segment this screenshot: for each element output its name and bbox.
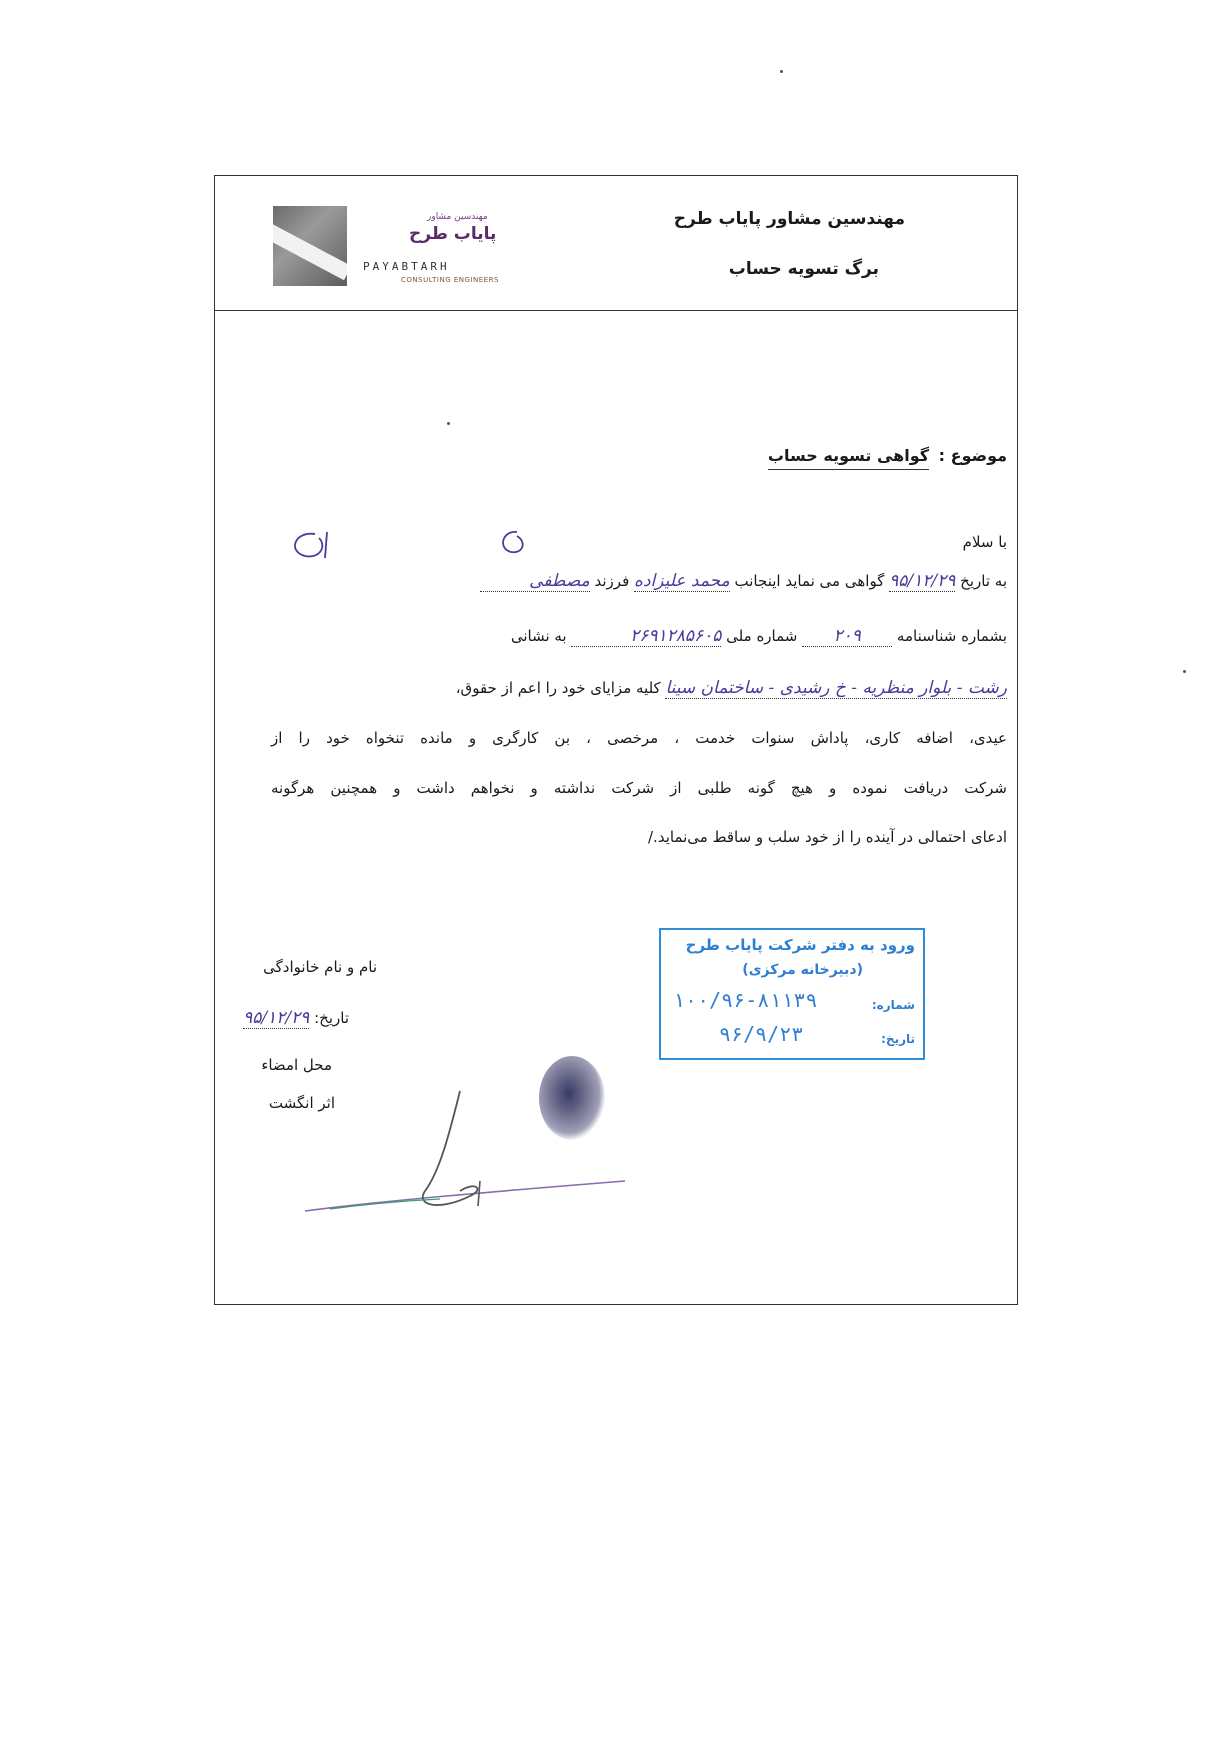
scan-speck: [1183, 670, 1186, 673]
company-name: مهندسین مشاور پایاب طرح: [673, 209, 905, 229]
handwritten-date: ۹۵/۱۲/۲۹: [889, 571, 956, 591]
fingerprint-label: اثر انگشت: [268, 1094, 335, 1112]
registration-stamp: [659, 928, 925, 1060]
handwritten-id-number: ۲۰۹: [802, 626, 892, 647]
date-prefix: به تاریخ: [960, 572, 1007, 590]
body-line-2: [271, 626, 1007, 647]
handwritten-sign-date: ۹۵/۱۲/۲۹: [243, 1008, 310, 1028]
logo-fa-name: پایاب طرح: [409, 224, 497, 244]
body-line-5: شرکت دریافت نموده و هیچ گونه طلبی از شرکت نداشته و نخواهم داشت و همچنین هرگونه: [271, 779, 1007, 797]
handwritten-name: محمد علیزاده: [634, 571, 730, 591]
scan-speck: [447, 422, 450, 425]
stamp-number-label: شماره:: [871, 998, 915, 1012]
body-line-4: عیدی، اضافه کاری، پاداش سنوات خدمت ، مرخصی ، بن کارگری و مانده تنخواه خود را از: [271, 729, 1007, 747]
stamp-date: ۹۶/۹/۲۳: [719, 1022, 804, 1046]
handwritten-address: رشت - بلوار منظریه - خ رشیدی - ساختمان سینا: [665, 678, 1007, 698]
line1-text: گواهی می نماید اینجانب: [734, 572, 885, 590]
logo-mark-icon: [273, 206, 347, 286]
logo-small-text: مهندسین مشاور: [427, 212, 488, 222]
handwritten-mark-icon: [487, 526, 537, 566]
document-frame: [214, 175, 1018, 1305]
sign-date: [243, 1008, 349, 1029]
address-label: به نشانی: [510, 627, 567, 645]
subject-value: گواهی تسویه حساب: [768, 446, 929, 470]
logo-en-name: PAYABTARH: [363, 260, 450, 273]
body-line-6: ادعای احتمالی در آینده را از خود سلب و ساقط می‌نماید./: [648, 828, 1007, 846]
subject-line: [768, 446, 1007, 465]
national-id-label: شماره ملی: [726, 627, 798, 645]
form-title: برگ تسویه حساب: [728, 259, 879, 279]
father-label: فرزند: [594, 572, 630, 590]
logo-en-sub: CONSULTING ENGINEERS: [401, 276, 499, 284]
line3-text: کلیه مزایای خود را اعم از حقوق،: [455, 679, 661, 697]
stamp-number: ۱۰۰/۹۶-۸۱۱۳۹: [673, 988, 818, 1012]
handwritten-father-name: مصطفی: [480, 571, 590, 592]
stamp-date-label: تاریخ:: [881, 1032, 915, 1046]
sign-date-label: تاریخ:: [314, 1009, 349, 1027]
scan-speck: [780, 70, 783, 73]
handwritten-mark-icon: [275, 526, 345, 566]
greeting: با سلام: [962, 533, 1007, 551]
handwritten-national-id: ۲۶۹۱۲۸۵۶۰۵: [571, 626, 721, 647]
name-label: نام و نام خانوادگی: [263, 958, 377, 976]
stamp-subtitle: (دبیرخانه مرکزی): [742, 962, 863, 978]
body-line-3: [271, 678, 1007, 699]
id-label: بشماره شناسنامه: [896, 627, 1007, 645]
signature-place-label: محل امضاء: [261, 1056, 332, 1074]
stamp-title: ورود به دفتر شرکت پایاب طرح: [685, 936, 915, 954]
subject-label: موضوع :: [938, 446, 1007, 465]
header-divider: [215, 310, 1017, 311]
signature-icon: [300, 1081, 630, 1231]
company-logo: [273, 206, 533, 290]
body-line-1: [271, 571, 1007, 592]
